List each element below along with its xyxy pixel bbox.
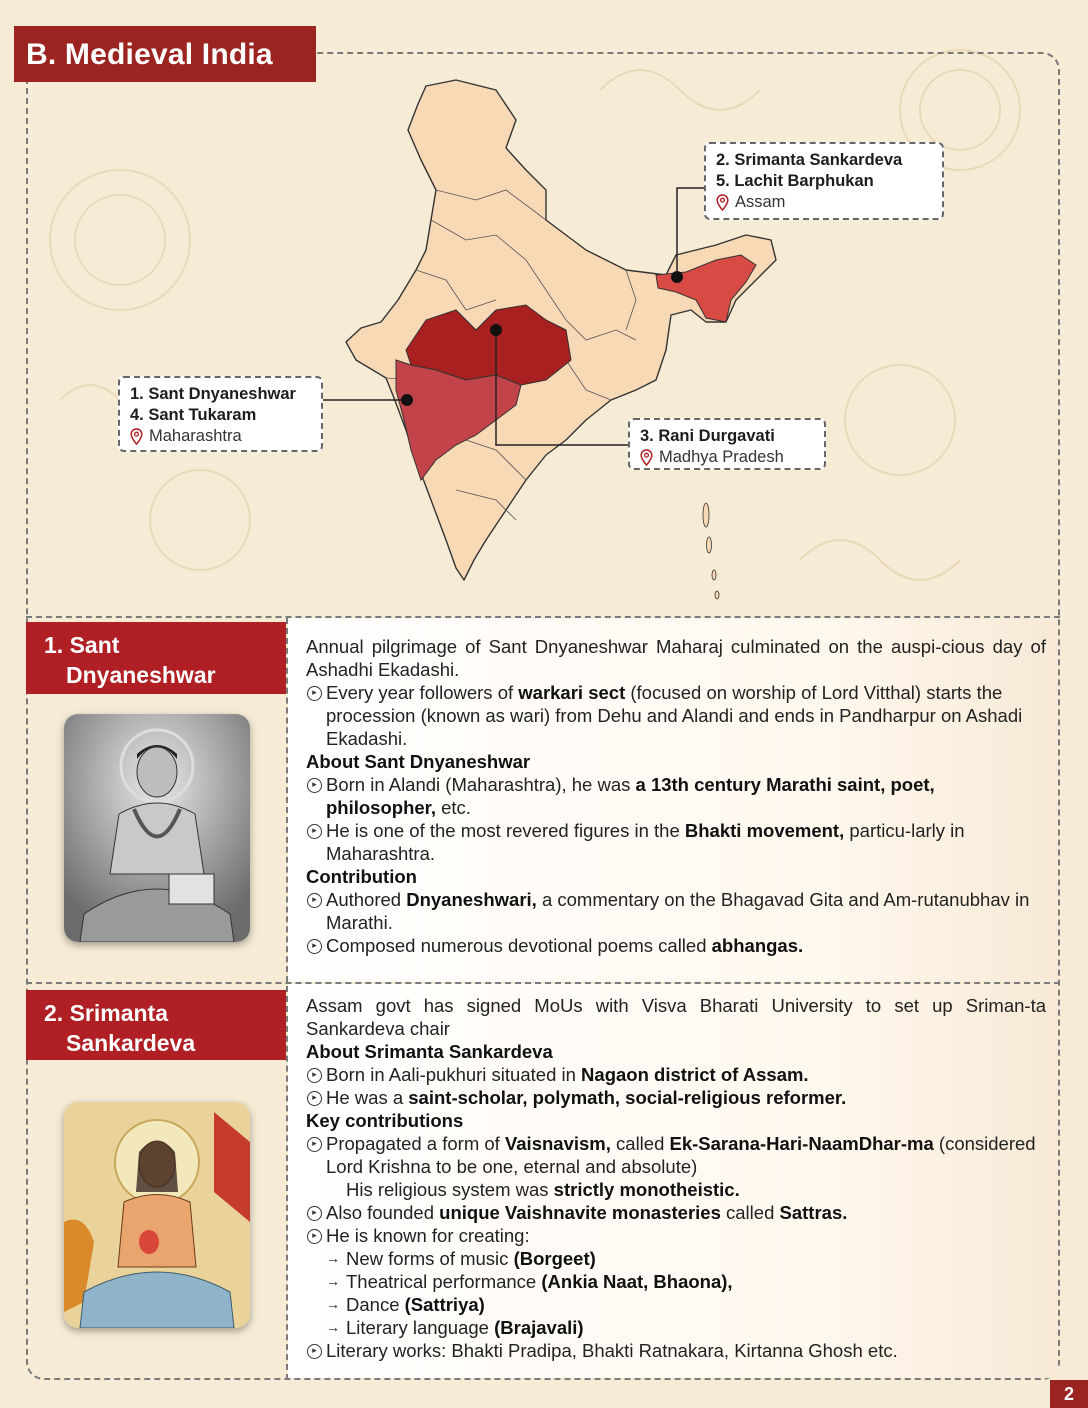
section-heading-line: Sankardeva — [66, 1030, 196, 1056]
section-heading-dnyaneshwar — [26, 622, 286, 694]
sub-bullet — [306, 1270, 1046, 1293]
sub-bullet — [306, 1247, 1046, 1270]
portrait-sant-dnyaneshwar — [64, 714, 250, 942]
subheading: About Sant Dnyaneshwar — [306, 751, 531, 772]
bold-text: (Ankia Naat, Bhaona), — [541, 1271, 733, 1292]
intro-text: Assam govt has signed MoUs with Visva Bharati University to set up Sriman-ta Sankardeva chair — [306, 995, 1046, 1039]
location-pin-icon — [640, 449, 653, 466]
bold-text: Dnyaneshwari, — [406, 889, 537, 910]
bold-text: strictly monotheistic. — [553, 1179, 740, 1200]
bold-text: (Sattriya) — [404, 1294, 485, 1315]
text: etc. — [435, 797, 471, 818]
text: Propagated a form of — [326, 1133, 505, 1154]
callout-assam — [704, 142, 944, 220]
callout-name: 1. Sant Dnyaneshwar — [130, 385, 296, 403]
text: called — [720, 1202, 780, 1223]
text: Composed numerous devotional poems called — [326, 935, 712, 956]
text: He is one of the most revered figures in the — [326, 820, 685, 841]
bold-text: abhangas. — [711, 935, 804, 956]
bullet — [306, 819, 1046, 865]
bullet: ▸ Literary works: Bhakti Pradipa, Bhakti Ratnakara, Kirtanna Ghosh etc. — [306, 1339, 1046, 1362]
location-pin-icon — [130, 428, 143, 445]
bold-text: warkari sect — [518, 682, 626, 703]
bold-text: Sattras. — [779, 1202, 848, 1223]
bold-text: unique Vaishnavite monasteries — [439, 1202, 721, 1223]
callout-name: 2. Srimanta Sankardeva — [716, 151, 903, 169]
section-heading-line: 1. Sant — [44, 632, 120, 658]
text: Also founded — [326, 1202, 440, 1223]
sub-bullet — [306, 1293, 1046, 1316]
intro-text: Annual pilgrimage of Sant Dnyaneshwar Maharaj culminated on the auspi-cious day of Ashadhi Ekadashi. — [306, 636, 1046, 680]
callout-madhya-pradesh — [628, 418, 826, 470]
column-divider — [286, 618, 288, 1380]
callout-state: Madhya Pradesh — [659, 448, 784, 466]
text: a commentary on the Bhagavad Gita and Am-rutanubhav in Marathi. — [326, 889, 1030, 933]
text: (focused on worship of Lord Vitthal) starts the procession (known as wari) from Dehu and Alandi and ends in Pandharpur on Ashadi Ekadashi. — [326, 682, 1023, 749]
bold-text: Ek-Sarana-Hari-NaamDhar-ma — [669, 1133, 934, 1154]
location-pin-icon — [716, 194, 729, 211]
bullet — [306, 1132, 1046, 1178]
page-number: 2 — [1050, 1380, 1088, 1408]
text: Born in Alandi (Maharashtra), he was — [326, 774, 636, 795]
bold-text: (Borgeet) — [513, 1248, 596, 1269]
bullet — [306, 1201, 1046, 1224]
bullet — [306, 1063, 1046, 1086]
callout-maharashtra — [118, 376, 323, 452]
text: He was a — [326, 1087, 409, 1108]
bullet — [306, 773, 1046, 819]
callout-name: 5. Lachit Barphukan — [716, 172, 874, 190]
section-content-dnyaneshwar — [306, 635, 1046, 957]
portrait-illustration — [64, 714, 250, 942]
text: (considered Lord Krishna to be one, eternal and absolute) — [326, 1133, 1036, 1177]
callout-state: Maharashtra — [149, 427, 242, 445]
text: particu-larly in Maharashtra. — [326, 820, 965, 864]
bold-text: Vaisnavism, — [504, 1133, 611, 1154]
text: called — [610, 1133, 670, 1154]
callout-state: Assam — [735, 193, 786, 211]
section-heading-sankardeva — [26, 990, 286, 1060]
bold-text: a 13th century Marathi saint, poet, philosopher, — [326, 774, 935, 818]
sub-bullet — [306, 1316, 1046, 1339]
section-content-sankardeva — [306, 994, 1046, 1362]
bold-text: saint-scholar, polymath, social-religious reformer. — [408, 1087, 847, 1108]
page-title: B. Medieval India — [14, 26, 316, 82]
indented-text — [306, 1178, 1046, 1201]
text: Authored — [326, 889, 407, 910]
text: Literary language — [346, 1317, 495, 1338]
section-heading-line: Dnyaneshwar — [66, 662, 216, 688]
callout-name: 4. Sant Tukaram — [130, 406, 257, 424]
portrait-srimanta-sankardeva — [64, 1102, 250, 1328]
bullet — [306, 888, 1046, 934]
bullet — [306, 1086, 1046, 1109]
text: Dance — [346, 1294, 405, 1315]
bullet — [306, 934, 1046, 957]
portrait-illustration — [64, 1102, 250, 1328]
india-map-panel — [26, 60, 1060, 620]
callout-name: 3. Rani Durgavati — [640, 427, 775, 445]
subheading: Key contributions — [306, 1110, 464, 1131]
text: Born in Aali-pukhuri situated in — [326, 1064, 582, 1085]
bullet — [306, 681, 1046, 750]
section-heading-line: 2. Srimanta — [44, 1000, 168, 1026]
bullet: ▸ He is known for creating: — [306, 1224, 1046, 1247]
text: His religious system was — [346, 1179, 554, 1200]
text: Every year followers of — [326, 682, 519, 703]
text: New forms of music — [346, 1248, 514, 1269]
text: Theatrical performance — [346, 1271, 542, 1292]
subheading: About Srimanta Sankardeva — [306, 1041, 553, 1062]
bold-text: Bhakti movement, — [684, 820, 845, 841]
bold-text: (Brajavali) — [494, 1317, 584, 1338]
bold-text: Nagaon district of Assam. — [581, 1064, 809, 1085]
subheading: Contribution — [306, 866, 417, 887]
